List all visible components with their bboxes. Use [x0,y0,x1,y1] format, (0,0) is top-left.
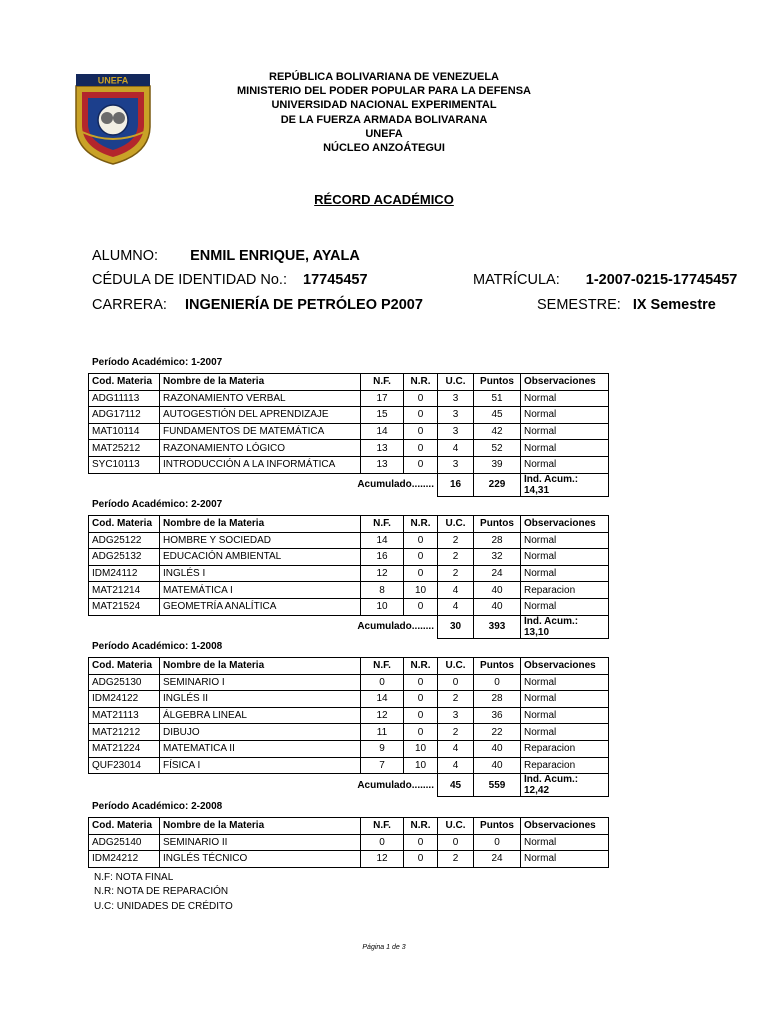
table-cell: 0 [404,423,438,440]
table-header-row [89,516,609,533]
table-cell: 28 [474,691,521,708]
table-cell: 14 [361,691,404,708]
table-cell: 0 [404,707,438,724]
table-cell: RAZONAMIENTO VERBAL [160,390,361,407]
grades-table [88,657,609,797]
table-cell: ADG25122 [89,532,160,549]
student-id-label: CÉDULA DE IDENTIDAD No.: [92,272,287,288]
table-cell: 11 [361,724,404,741]
table-header-row [89,818,609,835]
header-line: DE LA FUERZA ARMADA BOLIVARANA [280,113,488,126]
table-cell: Normal [521,691,609,708]
accumulated-row [89,774,609,797]
table-cell: Normal [521,834,609,851]
document-title: RÉCORD ACADÉMICO [314,192,454,207]
table-cell: 40 [474,582,521,599]
table-cell: Normal [521,456,609,473]
table-cell: 2 [438,565,474,582]
table-cell: Normal [521,724,609,741]
table-cell: 12 [361,565,404,582]
grades-table [88,515,609,639]
table-cell: Normal [521,440,609,457]
table-cell: MAT21113 [89,707,160,724]
column-header: Nombre de la Materia [160,658,361,675]
table-cell: 3 [438,407,474,424]
matricula-label: MATRÍCULA: [473,272,560,288]
column-header: Observaciones [521,516,609,533]
table-cell: 0 [404,440,438,457]
table-row [89,532,609,549]
table-cell: INGLÉS TÉCNICO [160,851,361,868]
table-cell: FÍSICA I [160,757,361,774]
column-header: N.R. [404,658,438,675]
table-cell: 15 [361,407,404,424]
table-cell: MAT21212 [89,724,160,741]
table-cell: 22 [474,724,521,741]
legend-item: N.F: NOTA FINAL [94,872,174,883]
table-cell: IDM24112 [89,565,160,582]
table-cell: 32 [474,549,521,566]
table-cell: Reparacion [521,582,609,599]
table-cell: FUNDAMENTOS DE MATEMÁTICA [160,423,361,440]
table-cell: 0 [404,674,438,691]
table-cell: MAT21524 [89,598,160,615]
career-value: INGENIERÍA DE PETRÓLEO P2007 [184,297,423,313]
table-cell: Normal [521,532,609,549]
table-row [89,851,609,868]
accumulated-index: Índ. Acum.: 13,10 [521,615,609,638]
table-cell: Normal [521,423,609,440]
table-cell: 13 [361,440,404,457]
period-label: Período Académico: 2-2007 [92,499,223,510]
table-cell: 10 [404,582,438,599]
table-cell: Normal [521,390,609,407]
column-header: N.F. [361,374,404,391]
table-cell: 0 [404,724,438,741]
column-header: N.R. [404,818,438,835]
table-cell: 13 [361,456,404,473]
legend [94,871,233,914]
accumulated-row [89,473,609,496]
table-cell: 12 [361,851,404,868]
table-cell: INGLÉS I [160,565,361,582]
table-cell: 7 [361,757,404,774]
column-header: Puntos [474,374,521,391]
matricula-row [473,272,737,288]
table-cell: 40 [474,740,521,757]
table-header-row [89,658,609,675]
header-line: REPÚBLICA BOLIVARIANA DE VENEZUELA [269,71,499,83]
table-cell: 24 [474,565,521,582]
accumulated-uc: 30 [438,615,474,638]
table-cell: MAT21224 [89,740,160,757]
table-cell: MATEMÁTICA I [160,582,361,599]
table-cell: 14 [361,532,404,549]
table-cell: 3 [438,423,474,440]
table-cell: Normal [521,674,609,691]
table-cell: 36 [474,707,521,724]
accumulated-label: Acumulado........ [357,479,434,491]
table-cell: RAZONAMIENTO LÓGICO [160,440,361,457]
table-cell: 10 [361,598,404,615]
table-row [89,390,609,407]
accumulated-points: 393 [474,615,521,638]
table-row [89,691,609,708]
accumulated-label: Acumulado........ [357,779,434,791]
column-header: N.F. [361,516,404,533]
semester-label: SEMESTRE: [537,297,621,313]
column-header: U.C. [438,374,474,391]
table-cell: 0 [404,851,438,868]
column-header: N.F. [361,818,404,835]
student-name-row [92,248,360,264]
table-cell: 3 [438,456,474,473]
table-cell: SYC10113 [89,456,160,473]
accumulated-uc: 16 [438,473,474,496]
column-header: U.C. [438,658,474,675]
accumulated-label: Acumulado........ [357,621,434,633]
table-row [89,724,609,741]
table-cell: SEMINARIO II [160,834,361,851]
table-row [89,423,609,440]
table-cell: MATEMATICA II [160,740,361,757]
accumulated-row [89,615,609,638]
table-cell: ADG11113 [89,390,160,407]
table-cell: Normal [521,407,609,424]
table-cell: 0 [404,456,438,473]
table-cell: ADG17112 [89,407,160,424]
column-header: Cod. Materia [89,818,160,835]
table-cell: GEOMETRÍA ANALÍTICA [160,598,361,615]
table-cell: 2 [438,691,474,708]
table-cell: 0 [474,674,521,691]
table-row [89,565,609,582]
column-header: Puntos [474,818,521,835]
table-cell: 51 [474,390,521,407]
column-header: Nombre de la Materia [160,818,361,835]
table-row [89,549,609,566]
student-id-row [92,272,368,288]
table-cell: 10 [404,757,438,774]
column-header: Nombre de la Materia [160,516,361,533]
period-label: Período Académico: 1-2008 [92,641,223,652]
header-line: UNIVERSIDAD NACIONAL EXPERIMENTAL [271,99,497,112]
table-cell: Normal [521,549,609,566]
table-cell: Normal [521,565,609,582]
table-cell: 0 [404,532,438,549]
table-cell: 28 [474,532,521,549]
table-cell: SEMINARIO I [160,674,361,691]
student-name: ENMIL ENRIQUE, AYALA [190,248,360,264]
table-cell: 16 [361,549,404,566]
table-cell: 4 [438,740,474,757]
table-cell: 14 [361,423,404,440]
table-row [89,440,609,457]
accumulated-points: 229 [474,473,521,496]
table-cell: 2 [438,549,474,566]
table-row [89,740,609,757]
table-cell: ADG25132 [89,549,160,566]
table-cell: Normal [521,707,609,724]
table-cell: 40 [474,598,521,615]
table-cell: 0 [404,549,438,566]
period-label: Período Académico: 1-2007 [92,357,223,368]
table-cell: 4 [438,757,474,774]
student-id: 17745457 [303,272,368,288]
table-cell: Normal [521,851,609,868]
column-header: Puntos [474,516,521,533]
column-header: N.R. [404,516,438,533]
column-header: U.C. [438,818,474,835]
header-line: NÚCLEO ANZOÁTEGUI [323,142,445,155]
table-cell: 8 [361,582,404,599]
table-cell: 17 [361,390,404,407]
logo-text: UNEFA [97,75,129,86]
table-cell: 52 [474,440,521,457]
column-header: N.F. [361,658,404,675]
table-cell: IDM24122 [89,691,160,708]
table-cell: 0 [361,674,404,691]
table-cell: 39 [474,456,521,473]
table-cell: IDM24212 [89,851,160,868]
table-cell: ADG25130 [89,674,160,691]
column-header: Observaciones [521,818,609,835]
column-header: N.R. [404,374,438,391]
table-cell: ADG25140 [89,834,160,851]
accumulated-index: Índ. Acum.: 14,31 [521,473,609,496]
table-row [89,407,609,424]
table-cell: INTRODUCCIÓN A LA INFORMÁTICA [160,456,361,473]
table-row [89,582,609,599]
table-cell: EDUCACIÓN AMBIENTAL [160,549,361,566]
institution-header [0,70,768,155]
column-header: Cod. Materia [89,374,160,391]
table-cell: 0 [404,565,438,582]
table-row [89,674,609,691]
table-cell: 2 [438,532,474,549]
table-cell: HOMBRE Y SOCIEDAD [160,532,361,549]
column-header: U.C. [438,516,474,533]
legend-item: N.R: NOTA DE REPARACIÓN [94,886,229,898]
table-cell: 45 [474,407,521,424]
career-label: CARRERA: [92,297,167,313]
table-cell: 9 [361,740,404,757]
table-cell: ÁLGEBRA LINEAL [160,707,361,724]
table-cell: Reparacion [521,757,609,774]
table-cell: 0 [404,390,438,407]
page-number: Página 1 de 3 [362,944,406,951]
header-line: UNEFA [365,127,403,140]
table-cell: 4 [438,440,474,457]
column-header: Cod. Materia [89,658,160,675]
table-cell: 0 [404,407,438,424]
semester-row [537,297,716,313]
table-cell: 0 [438,834,474,851]
grades-table [88,817,609,868]
table-row [89,757,609,774]
table-cell: 42 [474,423,521,440]
table-cell: QUF23014 [89,757,160,774]
table-cell: INGLÉS II [160,691,361,708]
accumulated-index: Índ. Acum.: 12,42 [521,774,609,797]
table-cell: 10 [404,740,438,757]
table-row [89,598,609,615]
table-row [89,456,609,473]
table-cell: AUTOGESTIÓN DEL APRENDIZAJE [160,407,361,424]
matricula-value: 1-2007-0215-17745457 [585,272,738,288]
table-cell: 3 [438,390,474,407]
table-cell: 0 [404,834,438,851]
period-label: Período Académico: 2-2008 [92,801,223,812]
table-cell: 0 [404,598,438,615]
table-cell: 12 [361,707,404,724]
table-cell: MAT21214 [89,582,160,599]
column-header: Observaciones [521,658,609,675]
semester-value: IX Semestre [632,297,716,313]
table-cell: 0 [361,834,404,851]
table-cell: Normal [521,598,609,615]
accumulated-uc: 45 [438,774,474,797]
table-cell: 0 [404,691,438,708]
accumulated-points: 559 [474,774,521,797]
legend-item: U.C: UNIDADES DE CRÉDITO [94,900,233,912]
table-cell: 4 [438,582,474,599]
column-header: Nombre de la Materia [160,374,361,391]
table-header-row [89,374,609,391]
table-cell: 3 [438,707,474,724]
table-cell: MAT25212 [89,440,160,457]
table-cell: 0 [474,834,521,851]
table-row [89,707,609,724]
table-cell: 4 [438,598,474,615]
table-cell: Reparacion [521,740,609,757]
table-cell: 0 [438,674,474,691]
table-cell: 24 [474,851,521,868]
student-name-label: ALUMNO: [92,248,159,264]
table-row [89,834,609,851]
table-cell: MAT10114 [89,423,160,440]
column-header: Puntos [474,658,521,675]
header-line: MINISTERIO DEL PODER POPULAR PARA LA DEFENSA [237,85,531,98]
grades-table [88,373,609,497]
table-cell: 40 [474,757,521,774]
career-row [92,297,423,313]
table-cell: 2 [438,851,474,868]
column-header: Observaciones [521,374,609,391]
column-header: Cod. Materia [89,516,160,533]
table-cell: DIBUJO [160,724,361,741]
table-cell: 2 [438,724,474,741]
